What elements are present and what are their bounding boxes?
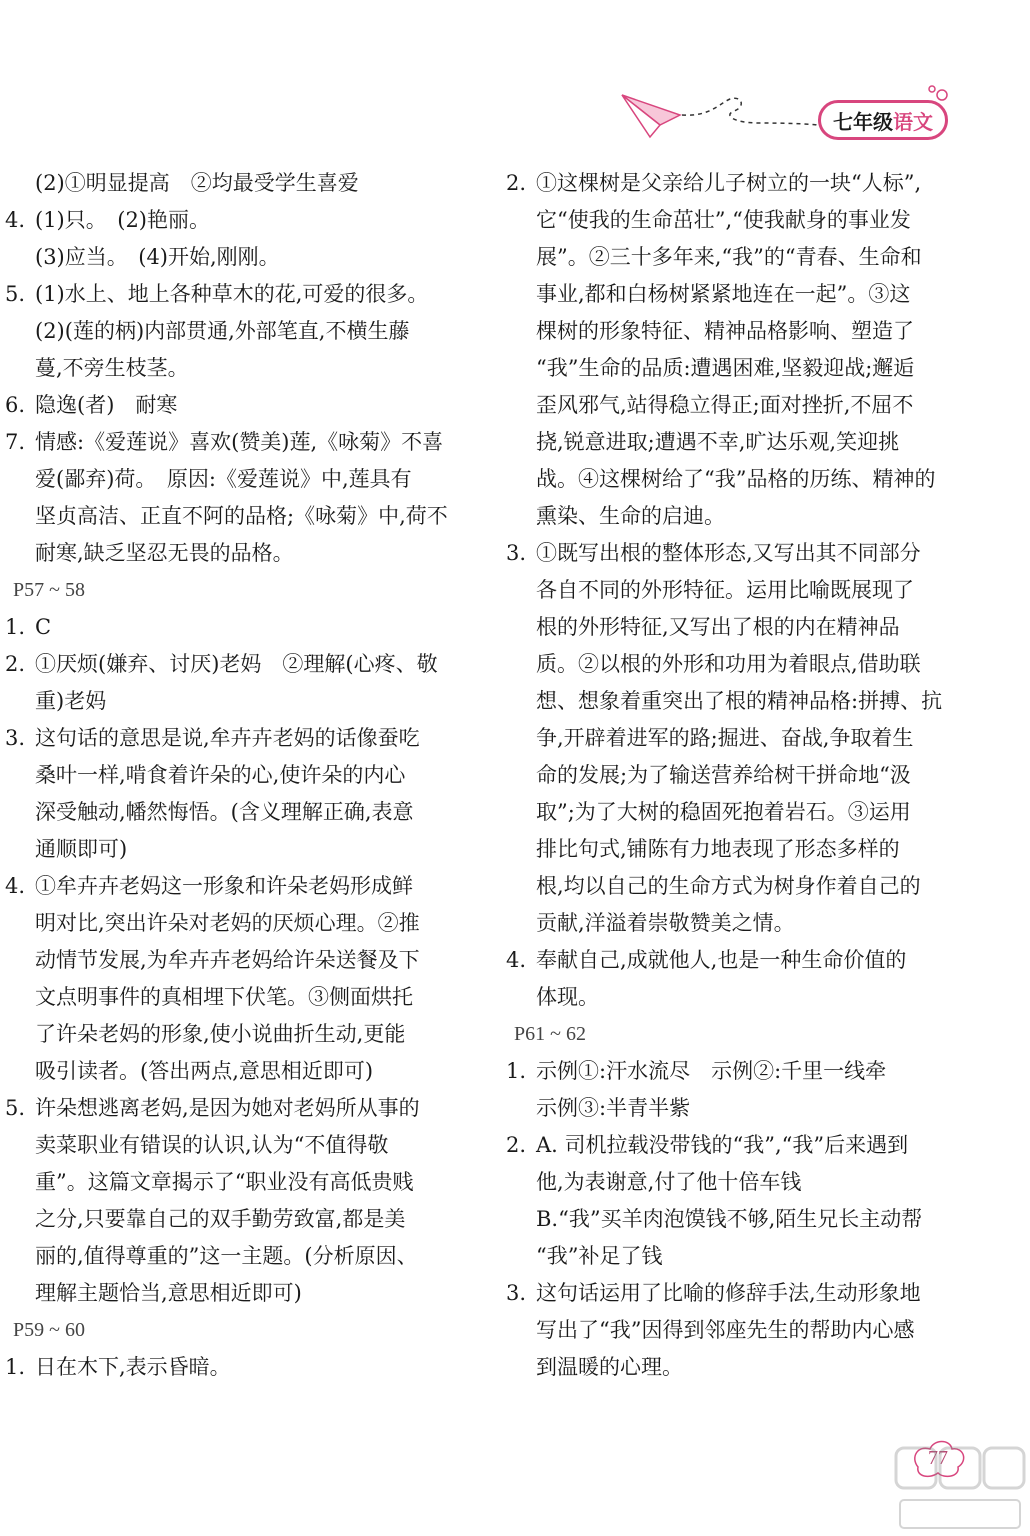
- left-answer-column: [5, 165, 475, 1386]
- answer-number: 3.: [506, 541, 527, 565]
- answer-text: [35, 1349, 475, 1386]
- right-answer-item-4: [506, 1053, 976, 1127]
- left-answer-item-2: [5, 276, 475, 387]
- answer-line: 命的发展;为了输送营养给树干拼命地“汲: [536, 763, 911, 787]
- answer-line: (3)应当。 (4)开始,刚刚。: [35, 245, 280, 269]
- answer-line: “我”生命的品质:遭遇困难,坚毅迎战;邂逅: [536, 356, 915, 380]
- answer-text: [536, 1275, 976, 1386]
- answer-line: 卖菜职业有错误的认识,认为“不值得敬: [35, 1133, 389, 1157]
- answer-line: 贡献,洋溢着崇敬赞美之情。: [536, 911, 795, 935]
- answer-line: 丽的,值得尊重的”这一主题。(分析原因、: [35, 1244, 418, 1268]
- answer-number: 4.: [506, 948, 527, 972]
- answer-number: 1.: [5, 1355, 26, 1379]
- answer-text: [35, 868, 475, 1090]
- answer-line: 动情节发展,为牟卉卉老妈给许朵送餐及下: [35, 948, 420, 972]
- grade-label: 七年级: [833, 109, 893, 134]
- answer-line: 坚贞高洁、正直不阿的品格;《咏菊》中,荷不: [35, 504, 448, 528]
- answer-line: 想、想象着重突出了根的精神品格:拼搏、抗: [536, 689, 943, 713]
- answer-number: 2.: [506, 171, 527, 195]
- left-answer-item-8: [5, 720, 475, 868]
- answer-line: 文点明事件的真相埋下伏笔。③侧面烘托: [35, 985, 413, 1009]
- answer-line: 了许朵老妈的形象,使小说曲折生动,更能: [35, 1022, 406, 1046]
- left-answer-item-4: [5, 424, 475, 572]
- answer-line: 重)老妈: [35, 689, 107, 713]
- answer-line: (1)水上、地上各种草木的花,可爱的很多。: [35, 282, 429, 306]
- answer-text: [35, 387, 475, 424]
- answer-line: 奉献自己,成就他人,也是一种生命价值的: [536, 948, 907, 972]
- answer-line: 熏染、生命的启迪。: [536, 504, 725, 528]
- answer-line: 质。②以根的外形和功用为着眼点,借助联: [536, 652, 921, 676]
- answer-line: 通顺即可): [35, 837, 128, 861]
- answer-line: 这句话运用了比喻的修辞手法,生动形象地: [536, 1281, 921, 1305]
- answer-number: 4.: [5, 874, 26, 898]
- answer-text: [536, 535, 976, 942]
- answer-line: 爱(鄙弃)荷。 原因:《爱莲说》中,莲具有: [35, 467, 412, 491]
- left-answer-item-12: [5, 1349, 475, 1386]
- answer-line: 他,为表谢意,付了他十倍车钱: [536, 1170, 802, 1194]
- answer-line: “我”补足了钱: [536, 1244, 663, 1268]
- right-answer-item-6: [506, 1275, 976, 1386]
- answer-line: 情感:《爱莲说》喜欢(赞美)莲,《咏菊》不喜: [35, 430, 444, 454]
- answer-text: [536, 165, 976, 535]
- right-page-range-3: P61 ~ 62: [514, 1023, 586, 1045]
- answer-text: [35, 424, 475, 572]
- answer-line: C: [35, 615, 52, 639]
- answer-text: [35, 276, 475, 387]
- answer-line: 许朵想逃离老妈,是因为她对老妈所从事的: [35, 1096, 420, 1120]
- answer-line: 取”;为了大树的稳固死抱着岩石。③运用: [536, 800, 911, 824]
- answer-line: 日在木下,表示昏暗。: [35, 1355, 231, 1379]
- answer-number: 7.: [5, 430, 26, 454]
- answer-line: 事业,都和白杨树紧紧地连在一起”。③这: [536, 282, 911, 306]
- answer-number: 1.: [506, 1059, 527, 1083]
- answer-number: 1.: [5, 615, 26, 639]
- answer-line: 桑叶一样,啃食着许朵的心,使许朵的内心: [35, 763, 406, 787]
- answer-line: 到温暖的心理。: [536, 1355, 683, 1379]
- answer-line: 示例③:半青半紫: [536, 1096, 691, 1120]
- answer-line: 战。④这棵树给了“我”品格的历练、精神的: [536, 467, 936, 491]
- left-page-range-5: P57 ~ 58: [13, 579, 85, 601]
- right-answer-item-2: [506, 942, 976, 1016]
- answer-number: 5.: [5, 1096, 26, 1120]
- answer-line: 示例①:汗水流尽 示例②:千里一线牵: [536, 1059, 887, 1083]
- answer-line: B.“我”买羊肉泡馍钱不够,陌生兄长主动帮: [536, 1207, 923, 1231]
- watermark-logo-icon: [890, 1440, 1030, 1536]
- answer-number: 2.: [506, 1133, 527, 1157]
- answer-text: [35, 720, 475, 868]
- right-answer-item-0: [506, 165, 976, 535]
- subject-label: 语文: [893, 109, 933, 134]
- left-answer-item-6: [5, 609, 475, 646]
- left-page-range-11: P59 ~ 60: [13, 1319, 85, 1341]
- left-answer-item-0: [5, 165, 475, 202]
- answer-number: 4.: [5, 208, 26, 232]
- answer-line: ①这棵树是父亲给儿子树立的一块“人标”,: [536, 171, 922, 195]
- answer-line: (1)只。 (2)艳丽。: [35, 208, 210, 232]
- answer-line: 明对比,突出许朵对老妈的厌烦心理。②推: [35, 911, 420, 935]
- answer-line: 这句话的意思是说,牟卉卉老妈的话像蚕吃: [35, 726, 420, 750]
- left-answer-item-1: [5, 202, 475, 276]
- answer-line: 深受触动,幡然悔悟。(含义理解正确,表意: [35, 800, 414, 824]
- answer-line: 吸引读者。(答出两点,意思相近即可): [35, 1059, 374, 1083]
- answer-line: 棵树的形象特征、精神品格影响、塑造了: [536, 319, 914, 343]
- answer-line: 重”。这篇文章揭示了“职业没有高低贵贱: [35, 1170, 414, 1194]
- answer-line: (2)(莲的柄)内部贯通,外部笔直,不横生藤: [35, 319, 410, 343]
- answer-line: 根,均以自己的生命方式为树身作着自己的: [536, 874, 921, 898]
- answer-line: 之分,只要靠自己的双手勤劳致富,都是美: [35, 1207, 406, 1231]
- answer-line: ①厌烦(嫌弃、讨厌)老妈 ②理解(心疼、敬: [35, 652, 438, 676]
- answer-line: A. 司机拉载没带钱的“我”,“我”后来遇到: [536, 1133, 909, 1157]
- answer-line: 根的外形特征,又写出了根的内在精神品: [536, 615, 900, 639]
- answer-text: [536, 1127, 976, 1275]
- left-answer-item-9: [5, 868, 475, 1090]
- answer-line: (2)①明显提高 ②均最受学生喜爱: [35, 171, 359, 195]
- left-answer-item-7: [5, 646, 475, 720]
- answer-line: ①既写出根的整体形态,又写出其不同部分: [536, 541, 921, 565]
- answer-number: 3.: [5, 726, 26, 750]
- right-answer-column: [506, 165, 976, 1386]
- right-answer-item-1: [506, 535, 976, 942]
- answer-number: 2.: [5, 652, 26, 676]
- answer-text: [35, 165, 475, 202]
- answer-text: [35, 1090, 475, 1312]
- answer-line: 歪风邪气,站得稳立得正;面对挫折,不屈不: [536, 393, 914, 417]
- answer-line: 展”。②三十多年来,“我”的“青春、生命和: [536, 245, 922, 269]
- answer-line: 排比句式,铺陈有力地表现了形态多样的: [536, 837, 900, 861]
- answer-line: 体现。: [536, 985, 599, 1009]
- answer-line: 蔓,不旁生枝茎。: [35, 356, 189, 380]
- left-answer-item-10: [5, 1090, 475, 1312]
- page-number: 77: [908, 1437, 968, 1479]
- answer-text: [536, 1053, 976, 1127]
- answer-number: 3.: [506, 1281, 527, 1305]
- answer-text: [35, 646, 475, 720]
- answer-line: 挠,锐意进取;遭遇不幸,旷达乐观,笑迎挑: [536, 430, 900, 454]
- answer-text: [35, 609, 475, 646]
- page-header: [0, 0, 1030, 160]
- answer-number: 6.: [5, 393, 26, 417]
- answer-line: 隐逸(者) 耐寒: [35, 393, 178, 417]
- left-answer-item-3: [5, 387, 475, 424]
- grade-subject-badge: [818, 100, 948, 140]
- answer-text: [35, 202, 475, 276]
- answer-line: 耐寒,缺乏坚忍无畏的品格。: [35, 541, 294, 565]
- answer-text: [536, 942, 976, 1016]
- right-answer-item-5: [506, 1127, 976, 1275]
- answer-line: 它“使我的生命茁壮”,“使我献身的事业发: [536, 208, 911, 232]
- answer-line: ①牟卉卉老妈这一形象和许朵老妈形成鲜: [35, 874, 413, 898]
- answer-line: 争,开辟着进军的路;掘进、奋战,争取着生: [536, 726, 914, 750]
- answer-line: 理解主题恰当,意思相近即可): [35, 1281, 302, 1305]
- answer-line: 写出了“我”因得到邻座先生的帮助内心感: [536, 1318, 915, 1342]
- answer-line: 各自不同的外形特征。运用比喻既展现了: [536, 578, 914, 602]
- answer-number: 5.: [5, 282, 26, 306]
